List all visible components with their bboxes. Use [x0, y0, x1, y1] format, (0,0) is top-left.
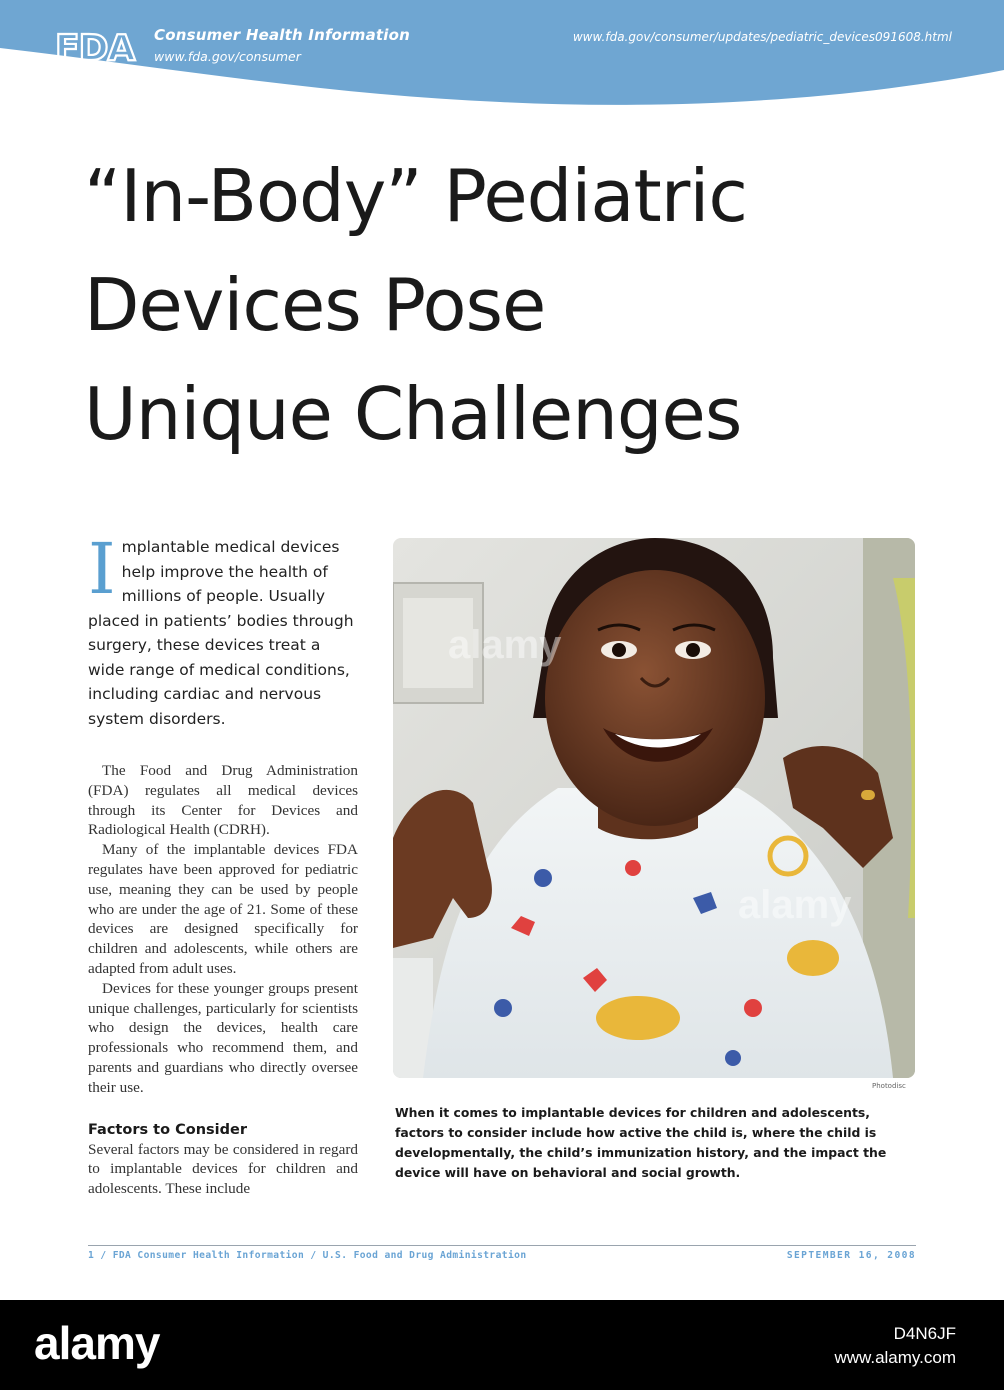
body-paragraph-1: The Food and Drug Administration (FDA) regulates all medical devices through its Center for Devices and Radiological Health (CDRH).	[88, 762, 358, 839]
intro-text: mplantable medical devices help improve the health of millions of people. Usually placed in patients’ bodies through surgery, these devices treat a wide range of medical conditions, including cardiac and nervous system disorders.	[88, 538, 354, 728]
photo-watermark-1: alamy	[448, 623, 562, 667]
article-headline	[84, 142, 964, 469]
article-photo	[393, 538, 915, 1078]
stock-image-id: D4N6JF	[893, 1324, 956, 1343]
stock-image-info	[834, 1322, 956, 1370]
footer-publication-line: 1 / FDA Consumer Health Information / U.S. Food and Drug Administration	[88, 1250, 527, 1261]
header-site-url[interactable]: www.fda.gov/consumer	[154, 49, 301, 64]
body-column	[88, 761, 358, 1199]
header-title: Consumer Health Information	[154, 26, 411, 44]
stock-site-url[interactable]: www.alamy.com	[834, 1348, 956, 1367]
fda-logo	[55, 27, 141, 67]
photo-caption: When it comes to implantable devices for children and adolescents, factors to consider include how active the child is, where the child is developmentally, the child’s immunization history, and the impact the device will have on behavioral and social growth.	[395, 1105, 887, 1180]
stock-logo: alamy	[34, 1317, 160, 1369]
headline-line-2: Devices Pose	[84, 263, 546, 347]
body-paragraph-2: Many of the implantable devices FDA regulates have been approved for pediatric use, meaning they can be used by people who are under the age of 21. Some of these devices are designed specifically for children and adolescents, while others are adapted from adult uses.	[88, 841, 358, 977]
footer-rule	[88, 1245, 916, 1246]
header-band	[0, 0, 1004, 110]
headline-line-3: Unique Challenges	[84, 372, 742, 456]
photo-credit: Photodisc	[872, 1082, 906, 1090]
stock-photo-bar	[0, 1300, 1004, 1390]
header-page-url[interactable]: www.fda.gov/consumer/updates/pediatric_devices091608.html	[572, 30, 952, 44]
photo-illustration	[393, 538, 915, 1078]
intro-paragraph	[88, 528, 358, 731]
footer-date: SEPTEMBER 16, 2008	[786, 1250, 916, 1261]
drop-cap: I	[88, 528, 116, 610]
body-paragraph-3: Devices for these younger groups present unique challenges, particularly for scientists who design the devices, health care professionals who recommend them, and parents and guardians who directly oversee their use.	[88, 979, 358, 1096]
headline-line-1: “In-Body” Pediatric	[84, 154, 747, 238]
fda-logo-text: FDA	[55, 28, 135, 67]
photo-watermark-2: alamy	[738, 883, 852, 927]
section-subhead: Factors to Consider	[88, 1121, 247, 1138]
body-paragraph-4: Several factors may be considered in regard to implantable devices for children and adolescents. These include	[88, 1140, 358, 1198]
